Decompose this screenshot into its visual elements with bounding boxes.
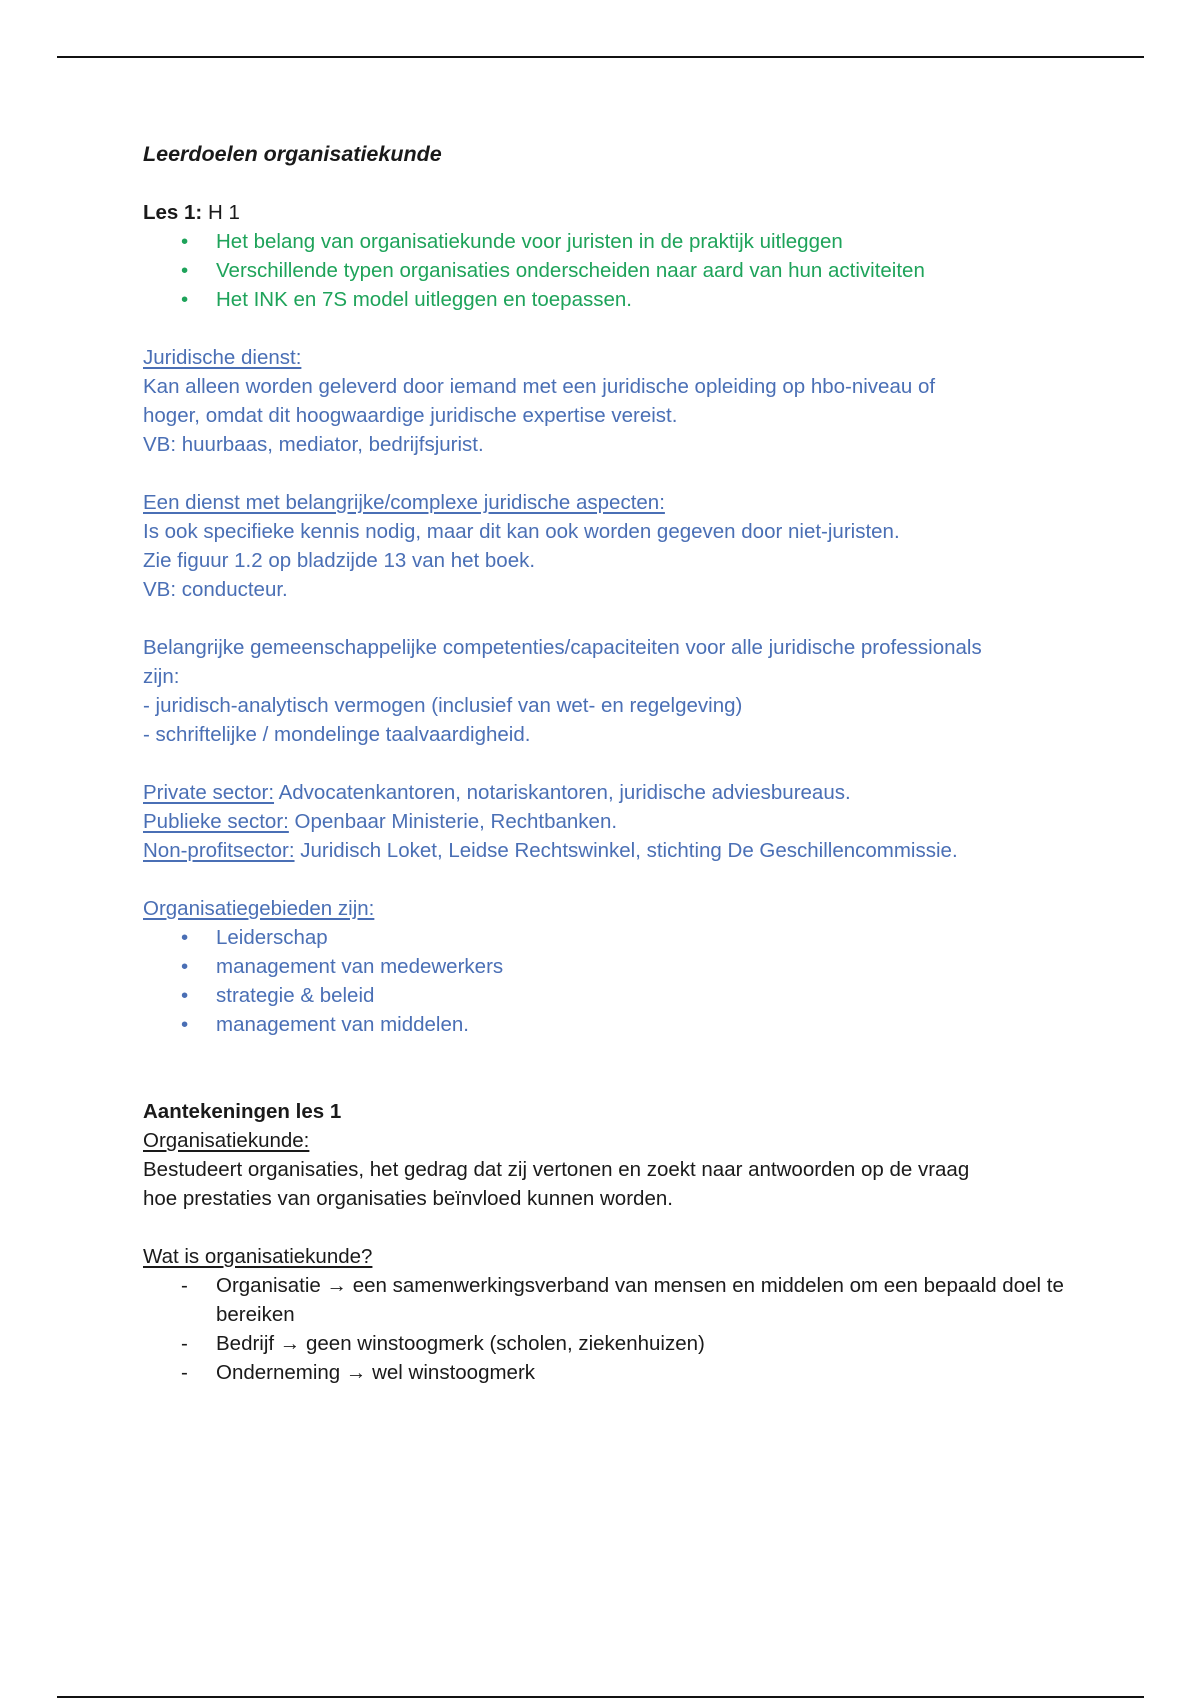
list-item: • management van medewerkers xyxy=(143,952,1083,981)
organisatiegebieden-section xyxy=(143,894,1083,1039)
bottom-rule xyxy=(57,1696,1144,1698)
dash-icon: - xyxy=(181,1274,188,1297)
sectors-section xyxy=(143,778,1083,865)
definitions-list xyxy=(143,1271,1083,1387)
wat-is-section xyxy=(143,1242,1083,1387)
section-heading: Een dienst met belangrijke/complexe juridische aspecten: xyxy=(143,491,665,514)
complexe-dienst-section: Een dienst met belangrijke/complexe juridische aspecten: Is ook specifieke kennis nodig, maar dit kan ook worden gegeven door niet-juristen. Zie figuur 1.2 op bladzijde 13 van het boek. VB: conducteur. xyxy=(143,488,1083,604)
list-item: - Onderneming → wel winstoogmerk xyxy=(143,1358,1083,1387)
les1-value: H 1 xyxy=(202,201,240,224)
section-heading: Aantekeningen les 1 xyxy=(143,1100,342,1123)
document-body xyxy=(143,140,1083,1387)
list-item: • management van middelen. xyxy=(143,1010,1083,1039)
list-item: - Bedrijf → geen winstoogmerk (scholen, ziekenhuizen) xyxy=(143,1329,1083,1358)
dash-icon: - xyxy=(181,1332,188,1355)
page-title: Leerdoelen organisatiekunde xyxy=(143,142,442,166)
sector-line: Private sector: Advocatenkantoren, notariskantoren, juridische adviesbureaus. xyxy=(143,781,851,804)
bullet-icon: • xyxy=(181,955,189,978)
juridische-dienst-section: Juridische dienst: Kan alleen worden geleverd door iemand met een juridische opleiding op hbo-niveau of hoger, omdat dit hoogwaardige juridische expertise vereist. VB: huurbaas, mediator, bedrijfsjurist. xyxy=(143,343,1083,459)
goals-list xyxy=(143,227,1083,314)
competenties-section: Belangrijke gemeenschappelijke competenties/capaciteiten voor alle juridische professionals zijn: - juridisch-analytisch vermogen (inclusief van wet- en regelgeving) - schriftelijke / mondelinge taalvaardigheid. xyxy=(143,636,982,746)
bullet-icon: • xyxy=(181,259,189,282)
les1-line xyxy=(143,198,1083,227)
dash-icon: - xyxy=(181,1361,188,1384)
section-heading: Organisatiegebieden zijn: xyxy=(143,897,375,920)
list-item: • Verschillende typen organisaties onderscheiden naar aard van hun activiteiten xyxy=(143,256,1083,285)
bullet-icon: • xyxy=(181,288,189,311)
bullet-icon: • xyxy=(181,926,189,949)
top-rule xyxy=(57,56,1144,58)
section-heading: Wat is organisatiekunde? xyxy=(143,1245,373,1268)
list-item: • Het belang van organisatiekunde voor juristen in de praktijk uitleggen xyxy=(143,227,1083,256)
section-heading: Juridische dienst: xyxy=(143,346,302,369)
section-subheading: Organisatiekunde: xyxy=(143,1129,310,1152)
gebieden-list xyxy=(143,923,1083,1039)
sector-line: Non-profitsector: Juridisch Loket, Leidse Rechtswinkel, stichting De Geschillencommissie. xyxy=(143,839,958,862)
bullet-icon: • xyxy=(181,984,189,1007)
list-item: • Leiderschap xyxy=(143,923,1083,952)
list-item: • strategie & beleid xyxy=(143,981,1083,1010)
les1-label: Les 1: xyxy=(143,201,203,224)
sector-line: Publieke sector: Openbaar Ministerie, Rechtbanken. xyxy=(143,810,618,833)
list-item: - Organisatie → een samenwerkingsverband van mensen en middelen om een bepaald doel te bereiken xyxy=(143,1271,1083,1329)
bullet-icon: • xyxy=(181,230,189,253)
list-item: • Het INK en 7S model uitleggen en toepassen. xyxy=(143,285,1083,314)
aantekeningen-section: Aantekeningen les 1 Organisatiekunde: Bestudeert organisaties, het gedrag dat zij vertonen en zoekt naar antwoorden op de vraag hoe prestaties van organisaties beïnvloed kunnen worden. xyxy=(143,1097,1083,1213)
bullet-icon: • xyxy=(181,1013,189,1036)
